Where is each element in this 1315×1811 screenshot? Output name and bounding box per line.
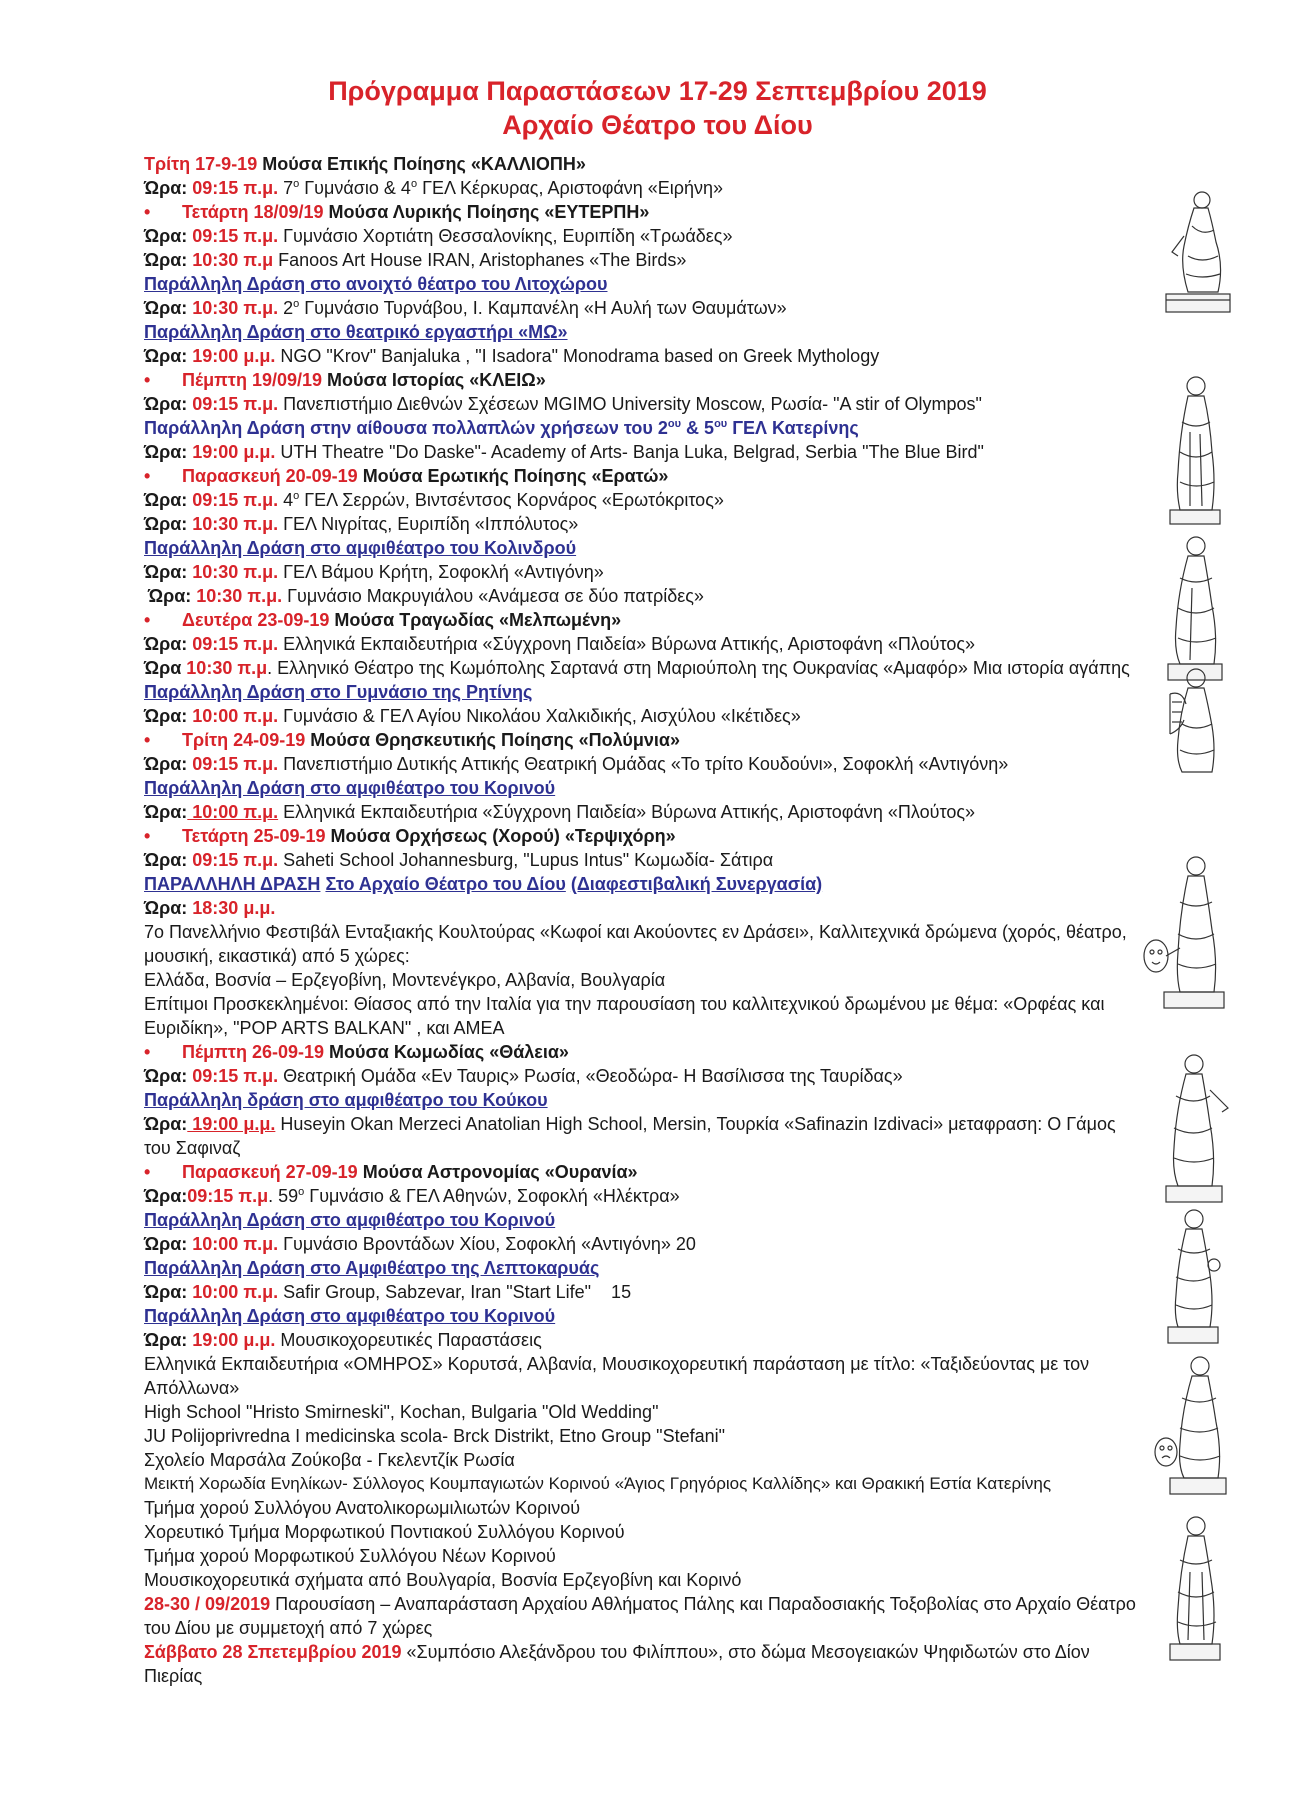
parallel-action-link[interactable]	[144, 872, 1159, 896]
parallel-action-text[interactable]: ΠΑΡΑΛΛΗΛΗ ΔΡΑΣΗ	[144, 874, 321, 894]
day-header	[144, 152, 1159, 176]
time-value: 10:30 π.μ.	[187, 514, 279, 534]
parallel-action-text[interactable]: Παράλληλη Δράση στο αμφιθέατρο του Κολινδρού	[144, 538, 577, 558]
entry-text: Θεατρική Ομάδα «Εν Ταυρις» Ρωσία, «Θεοδώρα- Η Βασίλισσα της Ταυρίδας»	[278, 1066, 903, 1086]
bullet: •	[144, 1042, 151, 1062]
time-value: 09:15 π.μ.	[187, 1066, 279, 1086]
entry-text: 2	[278, 298, 294, 318]
muse-name: Μούσα Αστρονομίας «Ουρανία»	[357, 1162, 638, 1182]
muse-statue-icon	[1140, 852, 1235, 1012]
parallel-action-link[interactable]	[144, 680, 1159, 704]
time-value: 10:30 π.μ.	[187, 562, 279, 582]
schedule-entry	[144, 1640, 1144, 1688]
parallel-action-text[interactable]: Παράλληλη δράση στο αμφιθέατρο του Κούκου	[144, 1090, 548, 1110]
time-label: Ώρα:	[144, 1234, 188, 1254]
schedule-entry	[144, 440, 1159, 464]
entry-text: Ελληνικά Εκπαιδευτήρια «Σύγχρονη Παιδεία» Βύρωνα Αττικής, Αριστοφάνη «Πλούτος»	[278, 802, 976, 822]
schedule-entry	[144, 1184, 1159, 1208]
schedule-entry	[144, 584, 1159, 608]
parallel-action-text[interactable]: (Διαφεστιβαλική Συνεργασία)	[570, 874, 823, 894]
bullet: •	[144, 1162, 151, 1182]
muse-name: Μούσα Ιστορίας «ΚΛΕΙΩ»	[322, 370, 546, 390]
day-date: Παρασκευή 20-09-19	[182, 466, 358, 486]
event-dates: 28-30 / 09/2019	[144, 1594, 271, 1614]
document-title: Πρόγραμμα Παραστάσεων 17-29 Σεπτεμβρίου 2019	[328, 76, 987, 106]
schedule-entry	[144, 1112, 1144, 1160]
time-label: Ώρα:	[144, 1114, 188, 1134]
muse-statue-icon	[1148, 1050, 1238, 1205]
time-label: Ώρα	[144, 658, 182, 678]
ordinal-suffix: ο	[293, 178, 300, 190]
schedule-entry	[144, 488, 1159, 512]
parallel-action-link[interactable]	[144, 776, 1159, 800]
entry-text: 4	[278, 490, 294, 510]
bullet: •	[144, 730, 151, 750]
entry-text: ΓΕΛ Κέρκυρας, Αριστοφάνη «Ειρήνη»	[417, 178, 724, 198]
schedule-entry	[144, 296, 1159, 320]
day-date: Τετάρτη 18/09/19	[182, 202, 324, 222]
schedule-entry	[144, 800, 1159, 824]
time-value: 09:15 π.μ.	[187, 226, 279, 246]
entry-text: Σχολείο Μαρσάλα Ζούκοβα - Γκελεντζίκ Ρωσία	[144, 1450, 515, 1470]
ordinal-suffix: ο	[298, 1186, 305, 1198]
parallel-action-link[interactable]	[144, 1304, 1159, 1328]
entry-text: Γυμνάσιο & ΓΕΛ Αθηνών, Σοφοκλή «Ηλέκτρα»	[304, 1186, 680, 1206]
schedule-entry	[144, 224, 1159, 248]
schedule-entry	[144, 704, 1159, 728]
time-value: 10:00 π.μ.	[187, 706, 279, 726]
entry-text: Παρουσίαση – Αναπαράσταση Αρχαίου Αθλήματος Πάλης και Παραδοσιακής Τοξοβολίας στο Αρχαίο Θέατρο του Δίου με συμμετοχή από 7 χώρες	[144, 1594, 1136, 1638]
day-header	[144, 728, 1159, 752]
time-label: Ώρα:	[144, 706, 188, 726]
entry-text: 7	[278, 178, 294, 198]
entry-text: Χορευτικό Τμήμα Μορφωτικού Ποντιακού Συλλόγου Κορινού	[144, 1522, 625, 1542]
time-value: 19:00 μ.μ.	[187, 346, 276, 366]
time-label: Ώρα:	[144, 442, 188, 462]
day-header	[144, 368, 1159, 392]
ordinal-suffix: ο	[293, 298, 300, 310]
time-value: 09:15 π.μ.	[187, 850, 279, 870]
time-value: 09:15 π.μ	[187, 1186, 269, 1206]
muse-name: Μούσα Λυρικής Ποίησης «ΕΥΤΕΡΠΗ»	[323, 202, 650, 222]
muse-statue-icon	[1160, 372, 1230, 527]
day-header	[144, 464, 1159, 488]
entry-text: Γυμνάσιο & 4	[299, 178, 411, 198]
day-header	[144, 1160, 1159, 1184]
time-value: 09:15 π.μ.	[187, 634, 279, 654]
entry-text: Γυμνάσιο Χορτιάτη Θεσσαλονίκης, Ευριπίδη «Τρωάδες»	[278, 226, 733, 246]
schedule-entry	[144, 1280, 1159, 1304]
time-label: Ώρα:	[144, 802, 188, 822]
muse-statue-icon	[1158, 186, 1238, 316]
event-dates: Σάββατο 28 Σπετεμβρίου 2019	[144, 1642, 402, 1662]
day-header	[144, 824, 1159, 848]
day-date: Δευτέρα 23-09-19	[182, 610, 330, 630]
time-label: Ώρα:	[144, 250, 188, 270]
muse-statue-icon	[1160, 664, 1230, 774]
parallel-action-text[interactable]: Παράλληλη Δράση στο Αμφιθέατρο της Λεπτοκαρυάς	[144, 1258, 600, 1278]
day-header	[144, 1040, 1159, 1064]
parallel-action-text: Παράλληλη Δράση στην αίθουσα πολλαπλών χρήσεων του 2	[144, 418, 668, 438]
day-header	[144, 608, 1159, 632]
time-value: 09:15 π.μ.	[187, 754, 279, 774]
parallel-action-text[interactable]: Παράλληλη Δράση στο Γυμνάσιο της Ρητίνης	[144, 682, 533, 702]
time-value: 10:00 π.μ.	[187, 802, 279, 822]
day-header	[144, 200, 1159, 224]
schedule-entry	[144, 1064, 1159, 1088]
time-label: Ώρα:	[148, 586, 192, 606]
schedule-entry	[144, 656, 1144, 680]
entry-text: «Συμπόσιο Αλεξάνδρου του Φιλίππου», στο δώμα Μεσογειακών Ψηφιδωτών στο Δίον Πιερίας	[144, 1642, 1090, 1686]
time-value: 09:15 π.μ.	[187, 178, 279, 198]
time-label: Ώρα:	[144, 1282, 188, 1302]
parallel-action-link[interactable]	[144, 536, 1159, 560]
schedule-entry	[144, 176, 1159, 200]
time-label: Ώρα:	[144, 850, 188, 870]
time-value: 19:00 μ.μ.	[187, 442, 276, 462]
bullet: •	[144, 202, 151, 222]
time-value: 10:00 π.μ.	[187, 1234, 279, 1254]
parallel-action-link[interactable]	[144, 272, 1159, 296]
time-label: Ώρα:	[144, 634, 188, 654]
entry-text: Μουσικοχορευτικά σχήματα από Βουλγαρία, Βοσνία Ερζεγοβίνη και Κορινό	[144, 1570, 742, 1590]
entry-text: Μουσικοχορευτικές Παραστάσεις	[275, 1330, 542, 1350]
entry-text: . 59	[268, 1186, 299, 1206]
time-value: 19:00 μ.μ.	[187, 1330, 276, 1350]
time-label: Ώρα:	[144, 754, 188, 774]
entry-text: Fanoos Art House IRAN, Aristophanes «The Birds»	[273, 250, 687, 270]
schedule-entry	[144, 560, 1159, 584]
time-value: 19:00 μ.μ.	[187, 1114, 276, 1134]
muse-name: Μούσα Ερωτικής Ποίησης «Ερατώ»	[357, 466, 669, 486]
time-label: Ώρα:	[144, 346, 188, 366]
parallel-action-text: & 5	[681, 418, 715, 438]
schedule-entry	[144, 512, 1159, 536]
time-value: 09:15 π.μ.	[187, 490, 279, 510]
entry-text: ΓΕΛ Νιγρίτας, Ευριπίδη «Ιππόλυτος»	[278, 514, 579, 534]
entry-text: UTH Theatre "Do Daske"- Academy of Arts- Banja Luka, Belgrad, Serbia "The Blue Bird"	[275, 442, 984, 462]
document-subtitle: Αρχαίο Θέατρο του Δίου	[502, 110, 813, 140]
entry-text: NGO "Krov" Banjaluka , "I Isadora" Monodrama based on Greek Mythology	[275, 346, 880, 366]
time-label: Ώρα:	[144, 226, 188, 246]
parallel-action-text[interactable]: Στο Αρχαίο Θέατρο του Δίου	[325, 874, 566, 894]
muse-name: Μούσα Επικής Ποίησης «ΚΑΛΛΙΟΠΗ»	[257, 154, 586, 174]
time-label: Ώρα:	[144, 514, 188, 534]
day-date: Πέμπτη 26-09-19	[182, 1042, 324, 1062]
schedule-entry	[144, 344, 1159, 368]
parallel-action-link[interactable]	[144, 1256, 1159, 1280]
ordinal-suffix: ου	[714, 418, 728, 430]
entry-text: Γυμνάσιο Μακρυγιάλου «Ανάμεσα σε δύο πατρίδες»	[282, 586, 704, 606]
muse-statue-icon	[1158, 1205, 1228, 1345]
parallel-action-text[interactable]: Παράλληλη Δράση στο αμφιθέατρο του Κορινού	[144, 1306, 556, 1326]
entry-text: Τμήμα χορού Μορφωτικού Συλλόγου Νέων Κορινού	[144, 1546, 556, 1566]
day-date: Πέμπτη 19/09/19	[182, 370, 323, 390]
muse-name: Μούσα Κωμωδίας «Θάλεια»	[324, 1042, 569, 1062]
parallel-action-text[interactable]: Παράλληλη Δράση στο θεατρικό εργαστήρι «ΜΩ»	[144, 322, 568, 342]
entry-text: High School "Hristo Smirneski", Kochan, Bulgaria "Old Wedding"	[144, 1402, 659, 1422]
muse-name: Μούσα Θρησκευτικής Ποίησης «Πολύμνια»	[305, 730, 680, 750]
schedule-entry	[144, 1592, 1144, 1640]
muse-name: Μούσα Τραγωδίας «Μελπωμένη»	[329, 610, 622, 630]
day-date: Τρίτη 17-9-19	[144, 154, 258, 174]
entry-text: ΓΕΛ Σερρών, Βιντσέντσος Κορνάρος «Ερωτόκριτος»	[299, 490, 724, 510]
ordinal-suffix: ου	[667, 418, 682, 430]
parallel-action-link[interactable]	[144, 1208, 1159, 1232]
time-label: Ώρα:	[144, 1186, 188, 1206]
parallel-action-link[interactable]	[144, 320, 1159, 344]
day-date: Τρίτη 24-09-19	[182, 730, 306, 750]
schedule-entry	[144, 848, 1159, 872]
entry-text: Ελλάδα, Βοσνία – Ερζεγοβίνη, Μοντενέγκρο, Αλβανία, Βουλγαρία	[144, 970, 666, 990]
entry-text: Γυμνάσιο Βροντάδων Χίου, Σοφοκλή «Αντιγόνη» 20	[278, 1234, 696, 1254]
muse-statue-icon	[1160, 532, 1230, 682]
bullet: •	[144, 610, 151, 630]
day-date: Τετάρτη 25-09-19	[182, 826, 326, 846]
time-value: 10:30 π.μ	[187, 250, 274, 270]
schedule-list	[144, 152, 1159, 1688]
bullet: •	[144, 370, 151, 390]
ordinal-suffix: ο	[410, 178, 418, 190]
day-date: Παρασκευή 27-09-19	[182, 1162, 358, 1182]
entry-text: 7ο Πανελλήνιο Φεστιβάλ Ενταξιακής Κουλτούρας «Κωφοί και Ακούοντες εν Δράσει», Καλλιτεχνικά δρώμενα (χορός, θέατρο, μουσική, εικαστικά) από 5 χώρες:	[144, 922, 1127, 966]
entry-text: ΓΕΛ Βάμου Κρήτη, Σοφοκλή «Αντιγόνη»	[278, 562, 604, 582]
time-label: Ώρα:	[144, 178, 188, 198]
entry-text: Πανεπιστήμιο Διεθνών Σχέσεων MGIMO University Moscow, Ρωσία- "A stir of Olympos"	[278, 394, 982, 414]
time-label: Ώρα:	[144, 898, 188, 918]
schedule-entry	[144, 248, 1159, 272]
time-value: 09:15 π.μ.	[187, 394, 279, 414]
time-value: 10:30 π.μ	[181, 658, 268, 678]
parallel-action-text[interactable]: Παράλληλη Δράση στο αμφιθέατρο του Κορινού	[144, 1210, 556, 1230]
entry-text: Saheti School Johannesburg, "Lupus Intus" Κωμωδία- Σάτιρα	[278, 850, 774, 870]
schedule-entry	[144, 1328, 1159, 1352]
parallel-action-text[interactable]: Παράλληλη Δράση στο ανοιχτό θέατρο του Λιτοχώρου	[144, 274, 608, 294]
time-value: 10:00 π.μ.	[187, 1282, 279, 1302]
parallel-action-text[interactable]: Παράλληλη Δράση στο αμφιθέατρο του Κορινού	[144, 778, 556, 798]
muse-statue-icon	[1160, 1512, 1230, 1662]
entry-text: Πανεπιστήμιο Δυτικής Αττικής Θεατρική Ομάδας «Το τρίτο Κουδούνι», Σοφοκλή «Αντιγόνη»	[278, 754, 1009, 774]
entry-text: Safir Group, Sabzevar, Iran "Start Life" 15	[278, 1282, 632, 1302]
parallel-action-heading	[144, 416, 1159, 440]
entry-text: Επίτιμοι Προσκεκλημένοι: Θίασος από την Ιταλία για την παρουσίαση του καλλιτεχνικού δρωμένου με θέμα: «Ορφέας και Ευριδίκη», "POP ARTS BALKAN" , και ΑΜΕΑ	[144, 994, 1105, 1038]
parallel-action-link[interactable]	[144, 1088, 1159, 1112]
entry-text: Τμήμα χορού Συλλόγου Ανατολικορωμιλιωτών Κορινού	[144, 1498, 581, 1518]
time-value: 10:30 π.μ.	[191, 586, 283, 606]
time-label: Ώρα:	[144, 1066, 188, 1086]
time-label: Ώρα:	[144, 394, 188, 414]
entry-text: JU Polijoprivredna I medicinska scola- Brck Distrikt, Etno Group "Stefani"	[144, 1426, 725, 1446]
schedule-entry	[144, 392, 1159, 416]
muse-name: Μούσα Ορχήσεως (Χορού) «Τερψιχόρη»	[325, 826, 676, 846]
schedule-entry	[144, 1232, 1159, 1256]
time-value: 18:30 μ.μ.	[187, 898, 276, 918]
muse-statue-icon	[1150, 1352, 1240, 1497]
schedule-entry	[144, 896, 1159, 920]
time-label: Ώρα:	[144, 562, 188, 582]
entry-text: Γυμνάσιο Τυρνάβου, Ι. Καμπανέλη «Η Αυλή των Θαυμάτων»	[299, 298, 787, 318]
entry-text: Ελληνικά Εκπαιδευτήρια «Σύγχρονη Παιδεία» Βύρωνα Αττικής, Αριστοφάνη «Πλούτος»	[278, 634, 976, 654]
entry-text: Μεικτή Χορωδία Ενηλίκων- Σύλλογος Κουμπαγιωτών Κορινού «Άγιος Γρηγόριος Καλλίδης» και Θρακική Εστία Κατερίνης	[144, 1474, 1052, 1493]
schedule-entry	[144, 632, 1159, 656]
entry-text: . Ελληνικό Θέατρο της Κωμόπολης Σαρτανά στη Μαριούπολη της Ουκρανίας «Αμαφόρ» Μια ιστορία αγάπης	[267, 658, 1130, 678]
entry-text: Ελληνικά Εκπαιδευτήρια «ΟΜΗΡΟΣ» Κορυτσά, Αλβανία, Μουσικοχορευτική παράσταση με τίτλο: «Ταξιδεύοντας με τον Απόλλωνα»	[144, 1354, 1090, 1398]
time-label: Ώρα:	[144, 298, 188, 318]
bullet: •	[144, 826, 151, 846]
parallel-action-text: ΓΕΛ Κατερίνης	[727, 418, 859, 438]
time-label: Ώρα:	[144, 490, 188, 510]
time-value: 10:30 π.μ.	[187, 298, 279, 318]
entry-text: Γυμνάσιο & ΓΕΛ Αγίου Νικολάου Χαλκιδικής, Αισχύλου «Ικέτιδες»	[278, 706, 801, 726]
ordinal-suffix: ο	[293, 490, 300, 502]
entry-text: Huseyin Okan Merzeci Anatolian High School, Mersin, Τουρκία «Safinazin Izdivaci» μεταφραση: Ο Γάμος του Σαφιναζ	[144, 1114, 1116, 1158]
schedule-entry	[144, 752, 1159, 776]
time-label: Ώρα:	[144, 1330, 188, 1350]
bullet: •	[144, 466, 151, 486]
